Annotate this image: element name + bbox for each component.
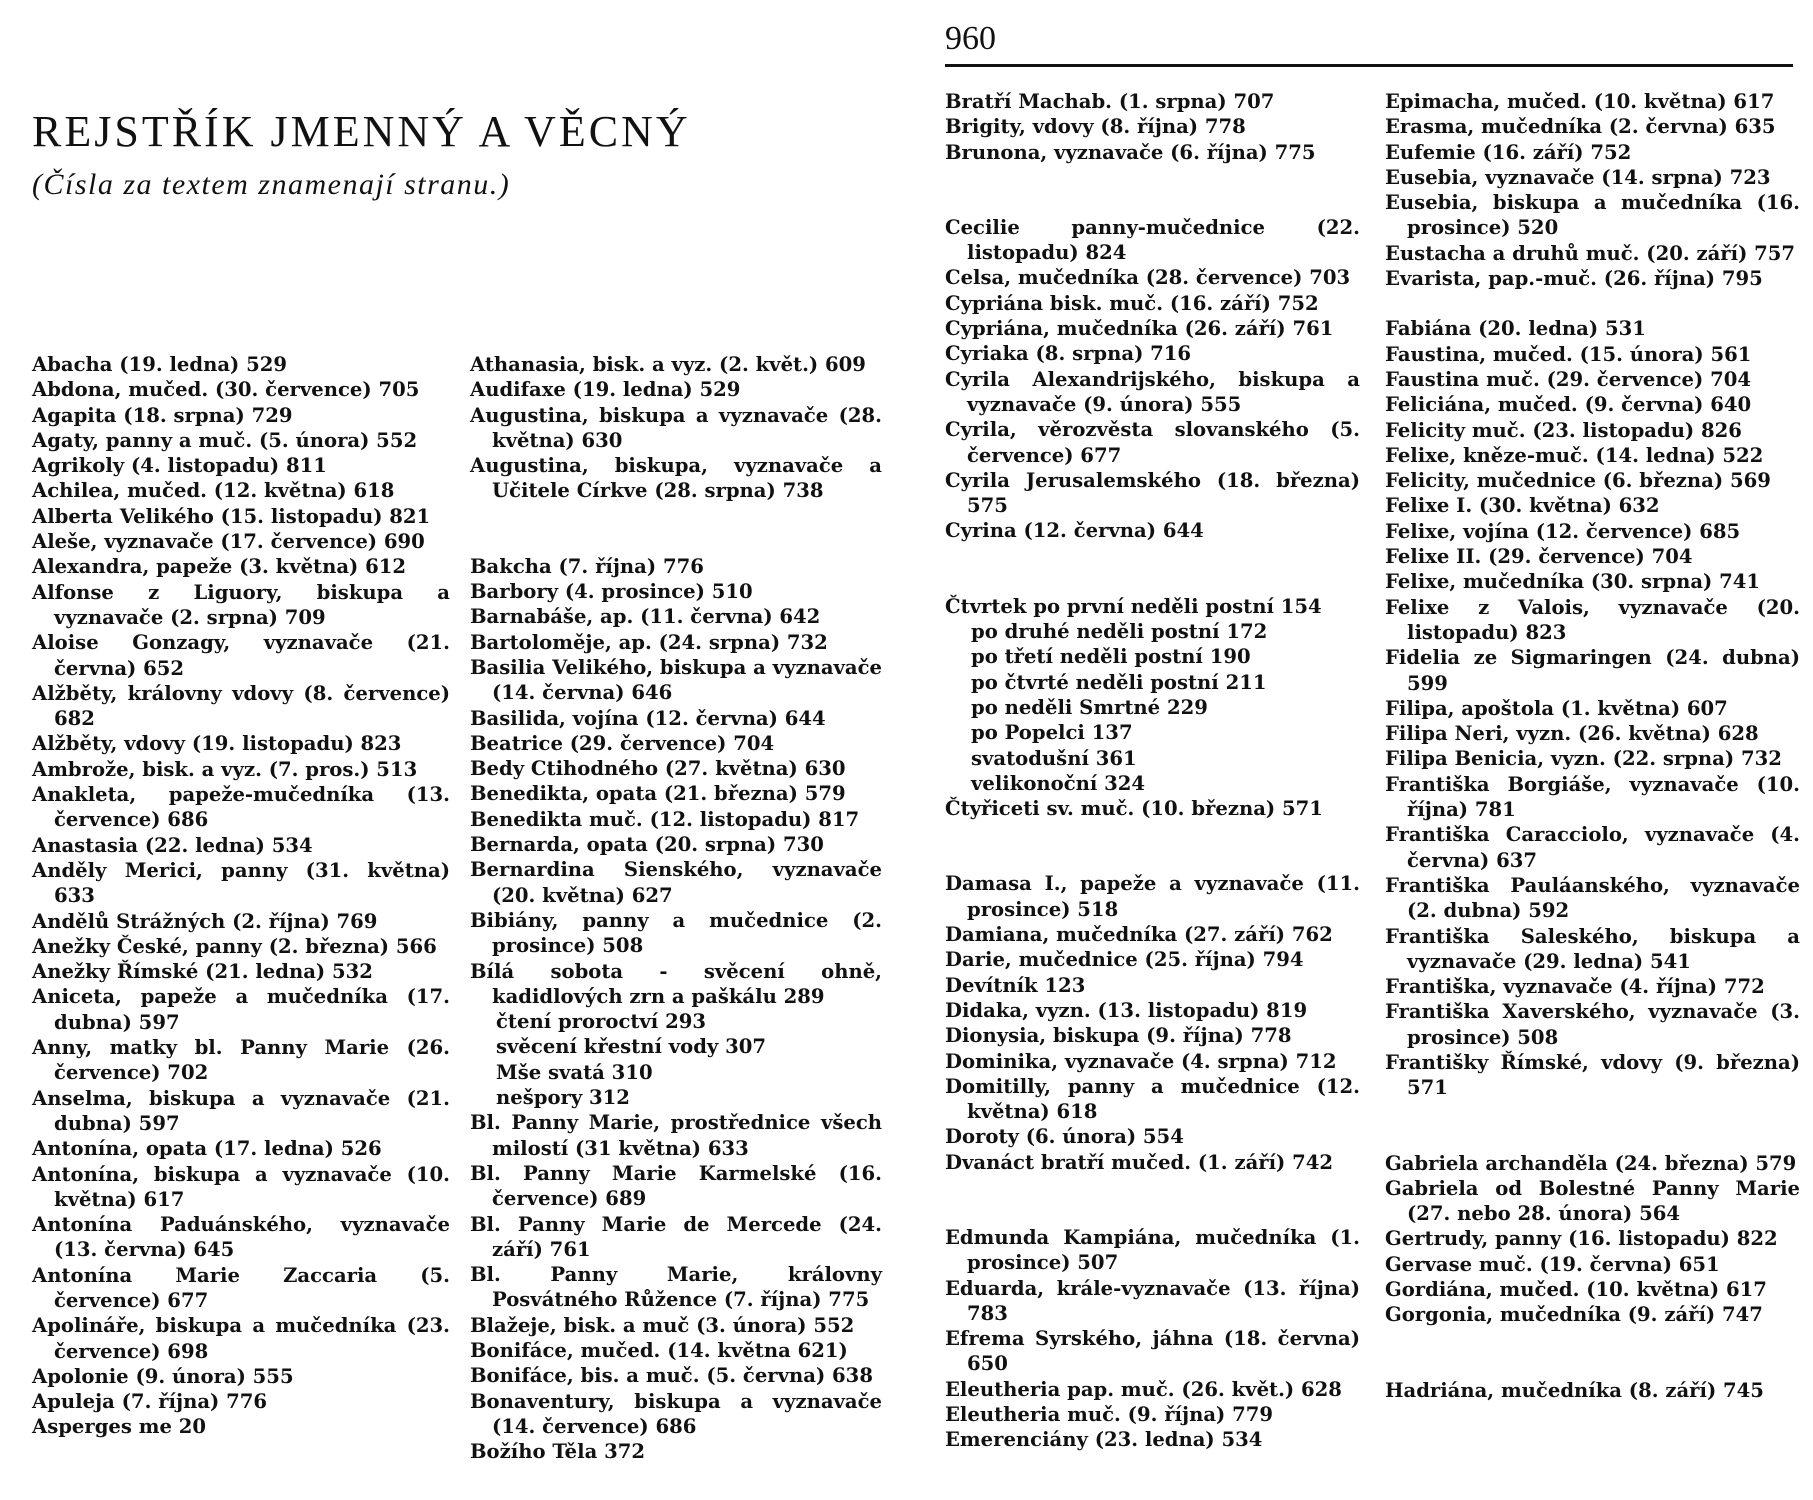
- index-entry: Bl. Panny Marie, prostřednice všech milostí (31 května) 633: [470, 1111, 882, 1160]
- index-entry: Anny, matky bl. Panny Marie (26. července) 702: [32, 1036, 450, 1085]
- group-spacer: [945, 544, 1360, 569]
- index-entry: Anežky Římské (21. ledna) 532: [32, 960, 373, 984]
- group-spacer: [945, 569, 1360, 594]
- index-entry: Bl. Panny Marie, královny Posvátného Růžence (7. října) 775: [470, 1263, 882, 1312]
- index-entry: Emerenciány (23. ledna) 534: [945, 1428, 1263, 1452]
- index-entry: Barbory (4. prosince) 510: [470, 580, 753, 604]
- group-spacer: [945, 1200, 1360, 1225]
- index-entry: Gertrudy, panny (16. listopadu) 822: [1385, 1227, 1778, 1251]
- index-entry: Beatrice (29. července) 704: [470, 731, 775, 755]
- index-entry: Filipa Neri, vyzn. (26. května) 628: [1385, 722, 1759, 746]
- index-entry: Anastasia (22. ledna) 534: [32, 833, 313, 857]
- index-entry: Alžběty, královny vdovy (8. července) 682: [32, 681, 450, 731]
- index-entry: Antonína Marie Zaccaria (5. července) 677: [32, 1263, 450, 1312]
- index-entry: Filipa, apoštola (1. května) 607: [1385, 696, 1728, 720]
- index-entry: Anakleta, papeže-mučedníka (13. července) 686: [32, 783, 450, 832]
- index-entry: Anděly Merici, panny (31. května) 633: [32, 858, 450, 908]
- index-entry: Fabiána (20. ledna) 531: [1385, 317, 1646, 341]
- index-entry: Benedikta, opata (21. března) 579: [470, 782, 846, 806]
- index-entry: Athanasia, bisk. a vyz. (2. květ.) 609: [470, 353, 866, 376]
- index-entry: Filipa Benicia, vyzn. (22. srpna) 732: [1385, 747, 1782, 771]
- index-entry: Bonifáce, bis. a muč. (5. června) 638: [470, 1364, 873, 1388]
- index-subentry: Mše svatá 310: [496, 1060, 653, 1084]
- index-entry: Felixe, vojína (12. července) 685: [1385, 519, 1741, 543]
- index-entry: Čtyřiceti sv. muč. (10. března) 571: [945, 797, 1323, 821]
- index-entry: Felicity, mučednice (6. března) 569: [1385, 469, 1771, 493]
- group-spacer: [945, 846, 1360, 871]
- index-entry: Bartoloměje, ap. (24. srpna) 732: [470, 630, 828, 654]
- right-page: [905, 0, 1813, 1500]
- index-entry: Celsa, mučedníka (28. července) 703: [945, 266, 1351, 290]
- index-entry: Evarista, pap.-muč. (26. října) 795: [1385, 267, 1763, 291]
- index-entry: Eduarda, krále-vyznavače (13. října) 783: [945, 1276, 1360, 1325]
- index-entry: Achilea, mučed. (12. května) 618: [32, 479, 395, 503]
- index-entry: Feliciána, mučed. (9. června) 640: [1385, 393, 1752, 417]
- index-entry: Brunona, vyznavače (6. října) 775: [945, 140, 1316, 164]
- index-entry: Domitilly, panny a mučednice (12. května) 618: [945, 1074, 1360, 1124]
- index-entry: Františka Borgiáše, vyznavače (10. října) 781: [1385, 772, 1800, 822]
- index-subentry: svěcení křestní vody 307: [496, 1035, 767, 1059]
- index-entry: Antonína, biskupa a vyznavače (10. května) 617: [32, 1162, 450, 1211]
- index-entry: Bonaventury, biskupa a vyznavače (14. července) 686: [470, 1389, 882, 1438]
- index-entry: Františka Xaverského, vyznavače (3. prosince) 508: [1385, 1000, 1800, 1049]
- index-entry: Agaty, panny a muč. (5. února) 552: [32, 428, 418, 452]
- index-entry: Cyrina (12. června) 644: [945, 519, 1204, 543]
- index-entry: Gabriela archanděla (24. března) 579: [1385, 1151, 1797, 1175]
- index-entry: Benedikta muč. (12. listopadu) 817: [470, 807, 860, 831]
- index-entry: Františka Saleského, biskupa a vyznavače (29. ledna) 541: [1385, 924, 1800, 973]
- group-spacer: [1385, 1353, 1800, 1378]
- index-entry: Dominika, vyznavače (4. srpna) 712: [945, 1049, 1337, 1073]
- index-entry: Cypriána bisk. muč. (16. září) 752: [945, 291, 1319, 315]
- index-entry: Antonína, opata (17. ledna) 526: [32, 1137, 382, 1161]
- index-entry: Fidelia ze Sigmaringen (24. dubna) 599: [1385, 646, 1800, 695]
- index-entry: Bernardina Sienského, vyznavače (20. května) 627: [470, 858, 882, 907]
- index-entry: Apuleja (7. října) 776: [32, 1390, 268, 1414]
- index-entry: Aniceta, papeže a mučedníka (17. dubna) 597: [32, 985, 450, 1034]
- group-spacer: [470, 529, 882, 554]
- index-entry: Cyrila, věrozvěsta slovanského (5. července) 677: [945, 418, 1360, 467]
- index-subentry: po třetí neděli postní 190: [971, 645, 1251, 669]
- page-number: 960: [945, 20, 996, 57]
- index-entry: Bakcha (7. října) 776: [470, 554, 704, 578]
- index-entry: Dvanáct bratří mučed. (1. září) 742: [945, 1150, 1334, 1174]
- index-entry: Felixe, mučedníka (30. srpna) 741: [1385, 570, 1761, 594]
- index-entry: Darie, mučednice (25. října) 794: [945, 948, 1304, 972]
- index-entry: Felixe z Valois, vyznavače (20. listopadu) 823: [1385, 595, 1800, 644]
- group-spacer: [1385, 1328, 1800, 1353]
- index-entry: Eleutheria muč. (9. října) 779: [945, 1403, 1274, 1427]
- index-entry: Dionysia, biskupa (9. října) 778: [945, 1024, 1292, 1048]
- index-column-4: [1385, 89, 1800, 1403]
- index-subentry: čtení proroctví 293: [496, 1010, 706, 1034]
- index-entry: Anselma, biskupa a vyznavače (21. dubna) 597: [32, 1086, 450, 1135]
- index-subentry: po Popelci 137: [971, 721, 1133, 745]
- index-entry: Bílá sobota - svěcení ohně, kadidlových zrn a paškálu 289: [470, 959, 882, 1008]
- index-entry: Brigity, vdovy (8. října) 778: [945, 115, 1246, 139]
- index-entry: Eustacha a druhů muč. (20. září) 757: [1385, 241, 1796, 265]
- header-rule: [945, 64, 1793, 67]
- index-entry: Bonifáce, mučed. (14. května 621): [470, 1338, 848, 1362]
- group-spacer: [1385, 1126, 1800, 1151]
- index-entry: Erasma, mučedníka (2. června) 635: [1385, 115, 1776, 139]
- index-entry: Blažeje, bisk. a muč (3. února) 552: [470, 1313, 855, 1337]
- index-subentry: nešpory 312: [496, 1086, 630, 1110]
- index-entry: Felixe II. (29. července) 704: [1385, 545, 1693, 569]
- index-entry: Eusebia, biskupa a mučedníka (16. prosince) 520: [1385, 191, 1800, 240]
- index-entry: Felicity muč. (23. listopadu) 826: [1385, 418, 1742, 442]
- index-entry: Gabriela od Bolestné Panny Marie (27. nebo 28. února) 564: [1385, 1176, 1800, 1226]
- index-entry: Cyriaka (8. srpna) 716: [945, 342, 1192, 366]
- index-entry: Didaka, vyzn. (13. listopadu) 819: [945, 998, 1308, 1022]
- index-entry: Epimacha, mučed. (10. května) 617: [1385, 90, 1775, 113]
- index-entry: Aloise Gonzagy, vyznavače (21. června) 652: [32, 631, 450, 680]
- group-spacer: [945, 165, 1360, 190]
- index-subentry: svatodušní 361: [971, 746, 1137, 770]
- index-entry: Ambrože, bisk. a vyz. (7. pros.) 513: [32, 757, 418, 781]
- index-subentry: po čtvrté neděli postní 211: [971, 670, 1267, 694]
- index-entry: Hadriána, mučedníka (8. září) 745: [1385, 1378, 1764, 1402]
- index-column-1: [32, 352, 450, 1440]
- index-entry: Basilida, vojína (12. června) 644: [470, 706, 826, 730]
- index-entry: Doroty (6. února) 554: [945, 1125, 1184, 1149]
- index-entry: Františky Římské, vdovy (9. března) 571: [1385, 1050, 1800, 1100]
- index-entry: Alfonse z Liguory, biskupa a vyznavače (2. srpna) 709: [32, 580, 450, 629]
- index-entry: Gervase muč. (19. června) 651: [1385, 1252, 1720, 1276]
- index-entry: Abdona, mučed. (30. července) 705: [32, 378, 420, 402]
- index-entry: Františka Pauláanského, vyznavače (2. dubna) 592: [1385, 873, 1800, 923]
- index-entry: Františka Caracciolo, vyznavače (4. června) 637: [1385, 823, 1800, 872]
- index-entry: Faustina muč. (29. července) 704: [1385, 367, 1752, 391]
- group-spacer: [470, 504, 882, 529]
- index-subentry: velikonoční 324: [971, 771, 1146, 795]
- index-entry: Božího Těla 372: [470, 1440, 645, 1464]
- index-entry: Augustina, biskupa, vyznavače a Učitele Církve (28. srpna) 738: [470, 454, 882, 503]
- group-spacer: [1385, 291, 1800, 316]
- index-subtitle: (Čísla za textem znamenají stranu.): [32, 168, 511, 201]
- index-subentry: po neděli Smrtné 229: [971, 695, 1208, 719]
- left-page: [0, 0, 905, 1500]
- index-title: REJSTŘÍK JMENNÝ A VĚCNÝ: [32, 107, 691, 156]
- index-entry: Apolináře, biskupa a mučedníka (23. července) 698: [32, 1314, 450, 1363]
- group-spacer: [945, 1175, 1360, 1200]
- index-entry: Aleše, vyznavače (17. července) 690: [32, 530, 425, 554]
- index-entry: Audifaxe (19. ledna) 529: [470, 378, 741, 402]
- index-entry: Cyrila Jerusalemského (18. března) 575: [945, 468, 1360, 518]
- index-column-3: [945, 89, 1360, 1453]
- index-entry: Eusebia, vyznavače (14. srpna) 723: [1385, 165, 1771, 189]
- index-entry: Bratří Machab. (1. srpna) 707: [945, 90, 1275, 113]
- index-entry: Cecilie panny-mučednice (22. listopadu) 824: [945, 215, 1360, 265]
- index-entry: Agrikoly (4. listopadu) 811: [32, 454, 327, 478]
- index-entry: Bernarda, opata (20. srpna) 730: [470, 833, 824, 857]
- index-entry: Efrema Syrského, jáhna (18. června) 650: [945, 1327, 1360, 1376]
- index-entry: Gorgonia, mučedníka (9. září) 747: [1385, 1303, 1763, 1327]
- index-entry: Cyrila Alexandrijského, biskupa a vyznavače (9. února) 555: [945, 367, 1360, 416]
- index-entry: Bl. Panny Marie Karmelské (16. července) 689: [470, 1161, 882, 1211]
- index-entry: Basilia Velikého, biskupa a vyznavače (14. června) 646: [470, 655, 882, 705]
- index-column-2: [470, 352, 882, 1464]
- index-entry: Alberta Velikého (15. listopadu) 821: [32, 504, 431, 528]
- index-entry: Augustina, biskupa a vyznavače (28. května) 630: [470, 403, 882, 452]
- index-entry: Cypriána, mučedníka (26. září) 761: [945, 317, 1334, 341]
- index-entry: Bedy Ctihodného (27. května) 630: [470, 757, 846, 781]
- index-entry: Andělů Strážných (2. října) 769: [32, 909, 378, 933]
- index-entry: Františka, vyznavače (4. října) 772: [1385, 975, 1765, 999]
- index-entry: Devítník 123: [945, 973, 1086, 997]
- index-entry: Damiana, mučedníka (27. září) 762: [945, 923, 1333, 947]
- group-spacer: [945, 190, 1360, 215]
- index-entry: Agapita (18. srpna) 729: [32, 403, 293, 427]
- index-entry: Edmunda Kampiána, mučedníka (1. prosince) 507: [945, 1225, 1360, 1275]
- group-spacer: [1385, 1101, 1800, 1126]
- index-entry: Apolonie (9. února) 555: [32, 1364, 294, 1388]
- index-entry: Čtvrtek po první neděli postní 154: [945, 594, 1322, 618]
- index-entry: Alexandra, papeže (3. května) 612: [32, 555, 407, 579]
- index-entry: Felixe, kněze-muč. (14. ledna) 522: [1385, 443, 1764, 467]
- index-entry: Asperges me 20: [32, 1415, 207, 1439]
- group-spacer: [945, 821, 1360, 846]
- index-entry: Bibiány, panny a mučednice (2. prosince) 508: [470, 908, 882, 958]
- index-entry: Eufemie (16. září) 752: [1385, 140, 1632, 164]
- index-entry: Anežky České, panny (2. března) 566: [32, 934, 437, 958]
- index-subentry: po druhé neděli postní 172: [971, 620, 1268, 644]
- index-entry: Gordiána, mučed. (10. května) 617: [1385, 1278, 1767, 1302]
- index-entry: Faustina, mučed. (15. února) 561: [1385, 342, 1752, 366]
- index-entry: Felixe I. (30. května) 632: [1385, 494, 1660, 518]
- index-entry: Abacha (19. ledna) 529: [32, 353, 288, 376]
- index-entry: Barnabáše, ap. (11. června) 642: [470, 605, 821, 629]
- index-entry: Alžběty, vdovy (19. listopadu) 823: [32, 732, 402, 756]
- index-entry: Damasa I., papeže a vyznavače (11. prosince) 518: [945, 872, 1360, 921]
- index-entry: Bl. Panny Marie de Mercede (24. září) 761: [470, 1212, 882, 1261]
- index-entry: Eleutheria pap. muč. (26. květ.) 628: [945, 1377, 1342, 1401]
- index-entry: Antonína Paduánského, vyznavače (13. června) 645: [32, 1213, 450, 1262]
